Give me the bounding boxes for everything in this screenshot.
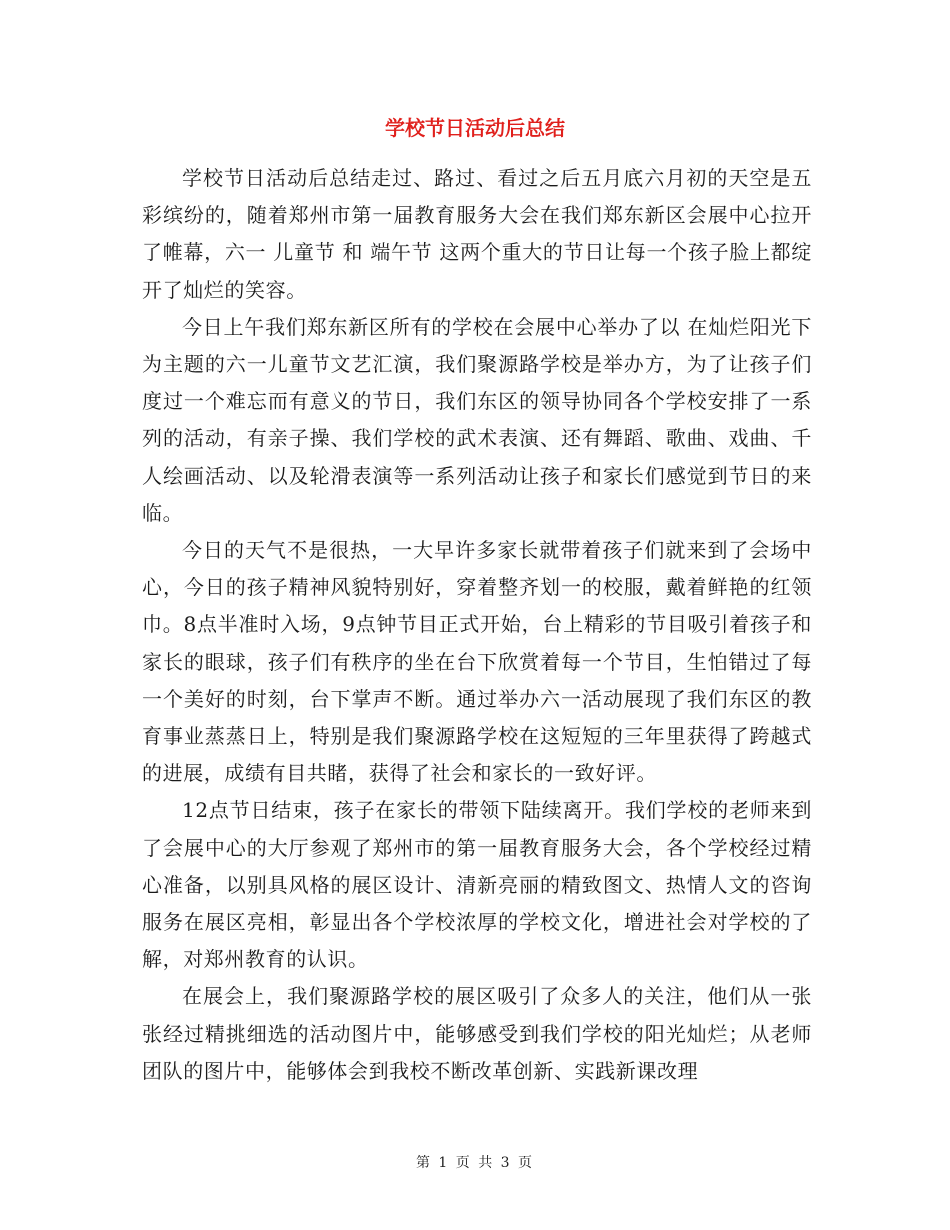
paragraph: 今日上午我们郑东新区所有的学校在会展中心举办了以 在灿烂阳光下 为主题的六一儿童节文艺汇演，我们聚源路学校是举办方，为了让孩子们度过一个难忘而有意义的节日，我们东区的领导协同各个学校安排了一系列的活动，有亲子操、我们学校的武术表演、还有舞蹈、歌曲、戏曲、千人绘画活动、以及轮滑表演等一系列活动让孩子和家长们感觉到节日的来临。 [142, 314, 812, 525]
page-number-footer: 第 1 页 共 3 页 [415, 1155, 535, 1171]
paragraph: 学校节日活动后总结走过、路过、看过之后五月底六月初的天空是五彩缤纷的，随着郑州市第一届教育服务大会在我们郑东新区会展中心拉开了帷幕，六一 儿童节 和 端午节 这两个重大的节日让每一个孩子脸上都绽开了灿烂的笑容。 [142, 166, 812, 302]
document-body [142, 160, 812, 1090]
paragraph: 12点节日结束，孩子在家长的带领下陆续离开。我们学校的老师来到了会展中心的大厅参观了郑州市的第一届教育服务大会，各个学校经过精心准备，以别具风格的展区设计、清新亮丽的精致图文、热情人文的咨询服务在展区亮相，彰显出各个学校浓厚的学校文化，增进社会对学校的了解，对郑州教育的认识。 [142, 798, 812, 972]
paragraph: 在展会上，我们聚源路学校的展区吸引了众多人的关注，他们从一张张经过精挑细选的活动图片中，能够感受到我们学校的阳光灿烂；从老师团队的图片中，能够体会到我校不断改革创新、实践新课改理 [142, 984, 812, 1083]
paragraph: 今日的天气不是很热，一大早许多家长就带着孩子们就来到了会场中心，今日的孩子精神风貌特别好，穿着整齐划一的校服，戴着鲜艳的红领巾。8点半准时入场，9点钟节目正式开始，台上精彩的节目吸引着孩子和家长的眼球，孩子们有秩序的坐在台下欣赏着每一个节目，生怕错过了每一个美好的时刻，台下掌声不断。通过举办六一活动展现了我们东区的教育事业蒸蒸日上，特别是我们聚源路学校在这短短的三年里获得了跨越式的进展，成绩有目共睹，获得了社会和家长的一致好评。 [142, 538, 812, 786]
document-title: 学校节日活动后总结 [385, 116, 565, 140]
